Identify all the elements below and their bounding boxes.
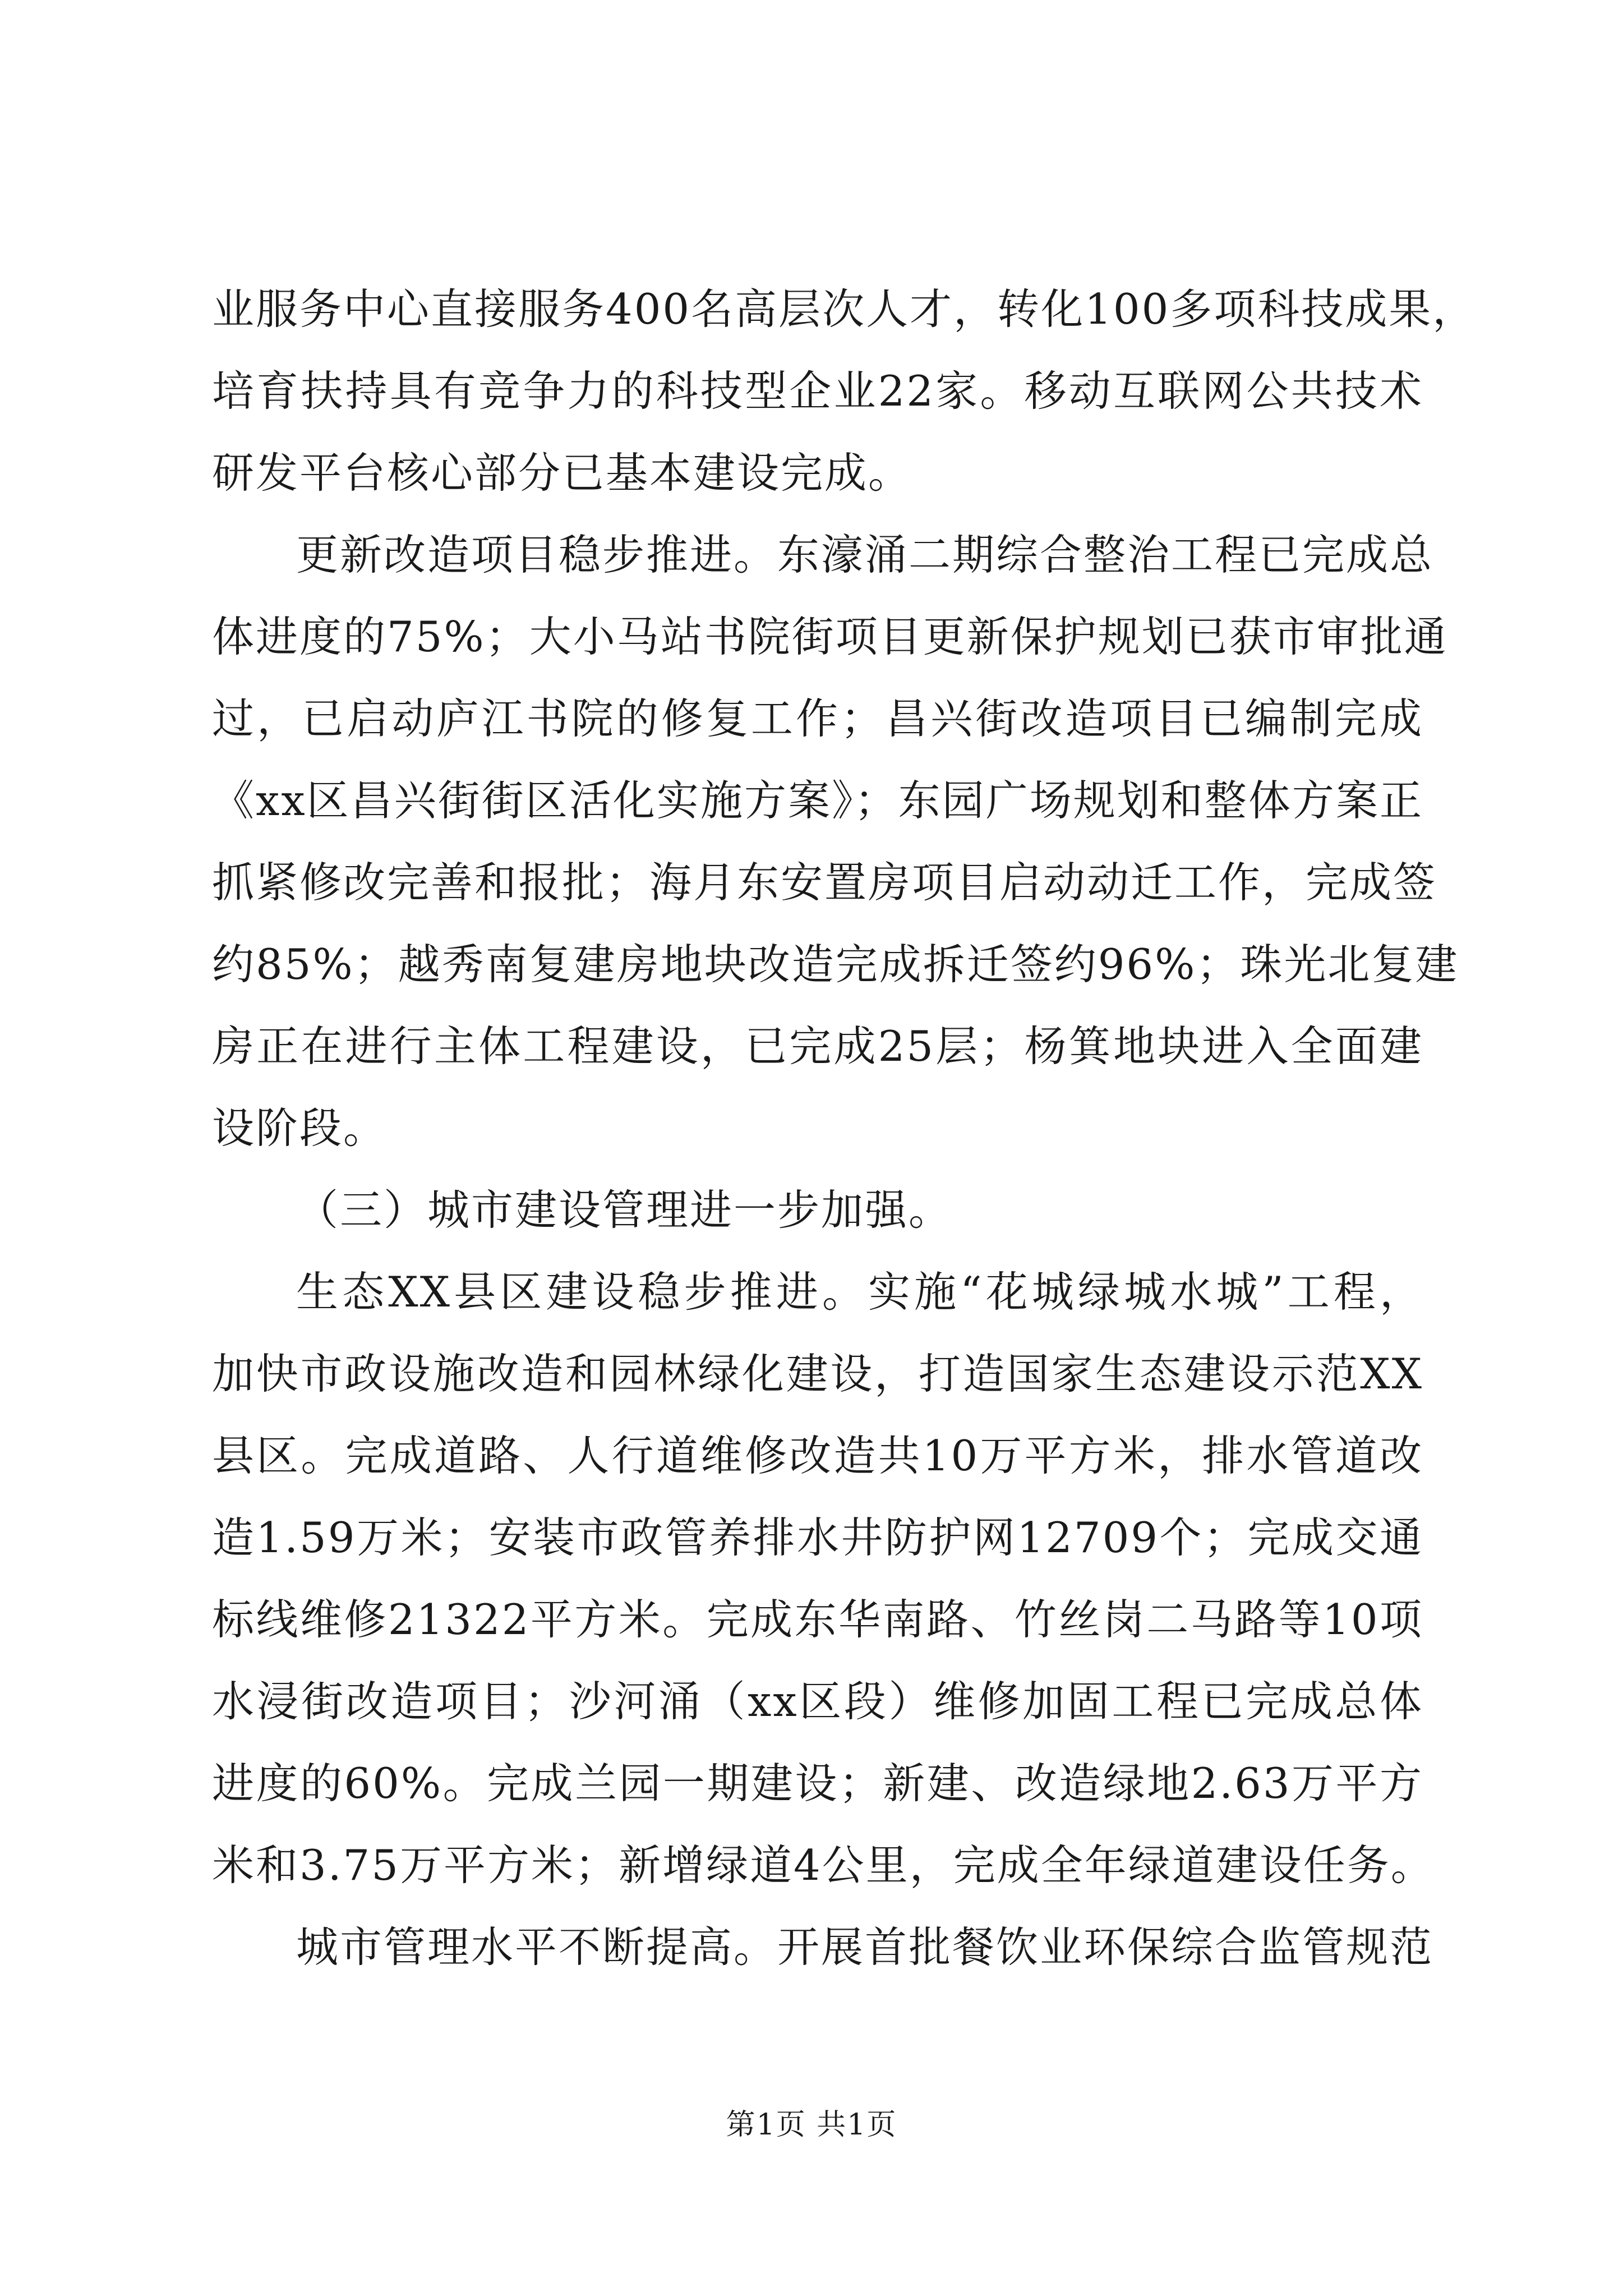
paragraph-first-line: 生态XX县区建设稳步推进。实施“花城绿城水城”工程，: [296, 1267, 1423, 1317]
text-line: 房正在进行主体工程建设，已完成25层；杨箕地块进入全面建: [212, 1022, 1423, 1071]
text-line: 研发平台核心部分已基本建设完成。: [212, 448, 912, 498]
document-body: [212, 268, 1477, 1988]
text-line: 县区。完成道路、人行道维修改造共10万平方米，排水管道改: [212, 1431, 1423, 1480]
paragraph-first-line: 更新改造项目稳步推进。东濠涌二期综合整治工程已完成总: [296, 530, 1434, 579]
text-line: 设阶段。: [212, 1103, 388, 1153]
text-line: 业服务中心直接服务400名高层次人才，转化100多项科技成果，: [212, 284, 1477, 334]
text-line: 约85%；越秀南复建房地块改造完成拆迁签约96%；珠光北复建: [212, 940, 1459, 989]
page-number-footer: 第1页 共1页: [726, 2108, 897, 2142]
text-line: 《xx区昌兴街街区活化实施方案》；东园广场规划和整体方案正: [212, 776, 1423, 825]
text-line: 水浸街改造项目；沙河涌（xx区段）维修加固工程已完成总体: [212, 1677, 1423, 1726]
text-line: 体进度的75%；大小马站书院街项目更新保护规划已获市审批通: [212, 612, 1448, 661]
text-line: 加快市政设施改造和园林绿化建设，打造国家生态建设示范XX: [212, 1349, 1423, 1398]
section-heading: （三）城市建设管理进一步加强。: [296, 1185, 953, 1235]
text-line: 过，已启动庐江书院的修复工作；昌兴街改造项目已编制完成: [212, 694, 1423, 743]
text-line: 造1.59万米；安装市政管养排水井防护网12709个；完成交通: [212, 1513, 1423, 1562]
text-line: 抓紧修改完善和报批；海月东安置房项目启动动迁工作，完成签: [212, 858, 1437, 907]
text-line: 培育扶持具有竞争力的科技型企业22家。移动互联网公共技术: [212, 366, 1423, 416]
text-line: 米和3.75万平方米；新增绿道4公里，完成全年绿道建设任务。: [212, 1841, 1435, 1890]
text-line: 进度的60%。完成兰园一期建设；新建、改造绿地2.63万平方: [212, 1759, 1423, 1808]
text-line: 标线维修21322平方米。完成东华南路、竹丝岗二马路等10项: [212, 1595, 1423, 1644]
paragraph-first-line: 城市管理水平不断提高。开展首批餐饮业环保综合监管规范: [296, 1922, 1434, 1972]
